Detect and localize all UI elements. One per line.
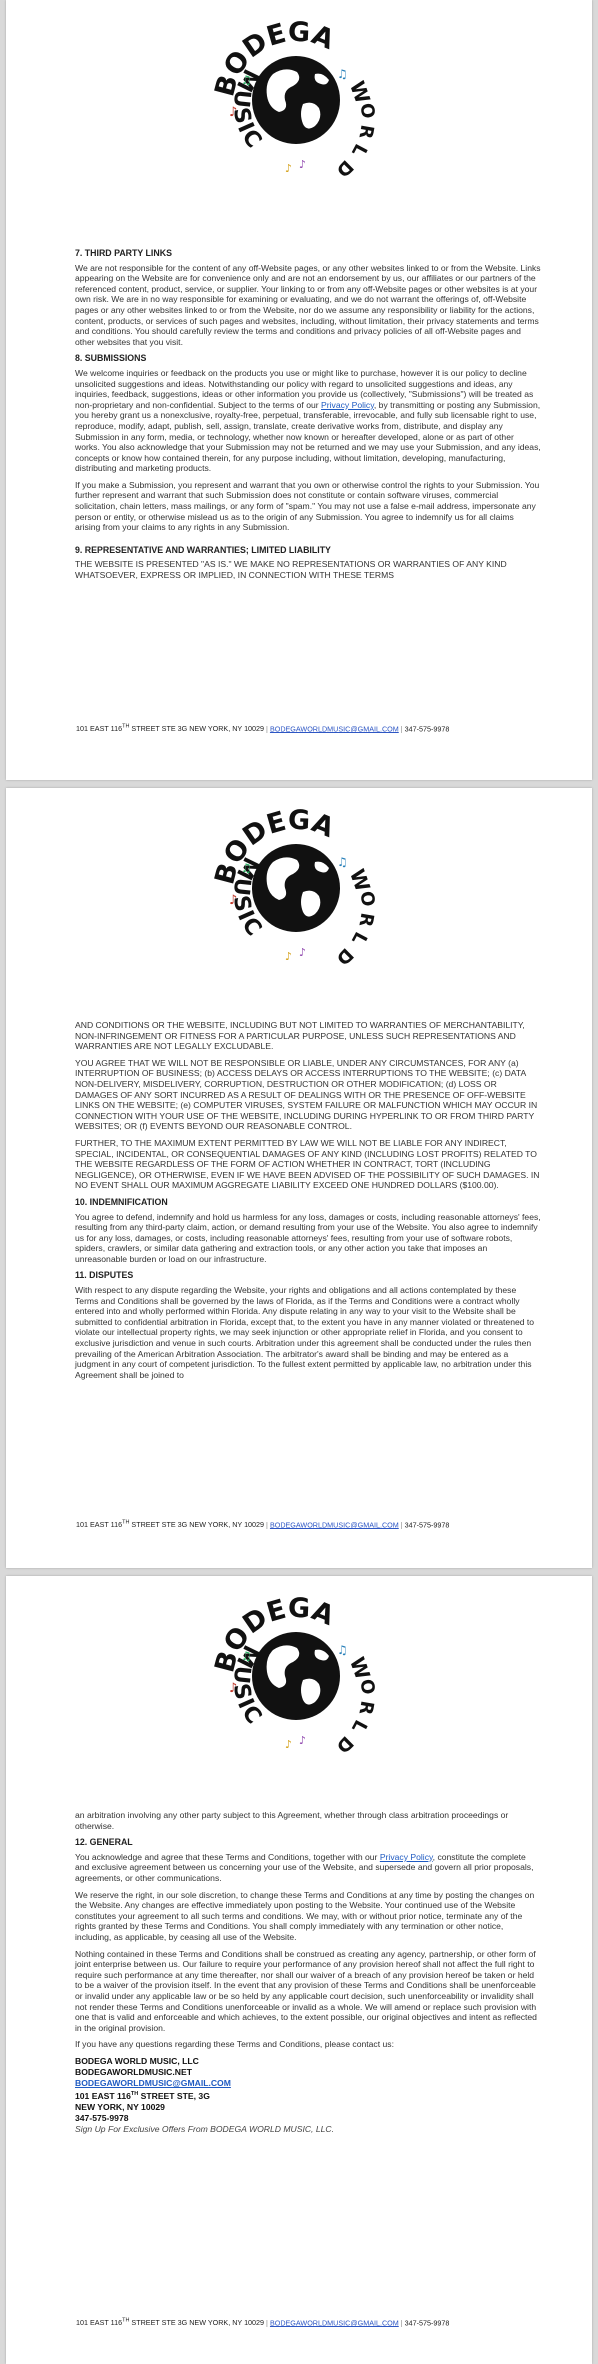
contact-company-name: BODEGA WORLD MUSIC, LLC [75, 2055, 199, 2066]
section-8-paragraph-2: If you make a Submission, you represent and warrant that you own or otherwise control the rights to your Submission. You further represent and warrant that such Submission does not constitute or contain software viruses, commercial solicitation, chain letters, mass mailings, or any form of "spam." You may not use a false e-mail address, impersonate any person or entity, or otherwise mislead us as to the origin of any Submission. You agree to indemnify us for all claims arising from your claims to any rights in any Submission. [75, 479, 540, 533]
bodega-world-music-logo [211, 1584, 381, 1754]
footer-address: 101 EAST 116TH STREET STE 3G NEW YORK, NY 10029 [76, 1520, 265, 1530]
footer-email-link[interactable]: BODEGAWORLDMUSIC@GMAIL.COM [269, 724, 399, 734]
section-12-paragraph-3: Nothing contained in these Terms and Conditions shall be construed as creating any agency, partnership, or other form of joint enterprise between us. Our failure to require your performance of any provision hereof shall not affect the full right to require such performance at any time thereafter, nor shall our waiver of a breach of any provision hereof be taken or held to be a waiver of the provision itself. In the event that any provision of these Terms and Conditions shall be unenforceable or invalid under any applicable law or be so held by any applicable court decision, such unenforceability or invalidity shall not render these Terms and Conditions unenforceable or invalid as a whole. We will amend or replace such provision with one that is valid and enforceable and which achieves, to the extent possible, our original objectives and intent as reflected in the original provision. [75, 1948, 537, 2033]
contact-website: BODEGAWORLDMUSIC.NET [75, 2066, 192, 2077]
section-8-paragraph-1 [75, 368, 541, 474]
document-page-2 [6, 788, 592, 1568]
damages-paragraph: FURTHER, TO THE MAXIMUM EXTENT PERMITTED BY LAW WE WILL NOT BE LIABLE FOR ANY INDIRECT, SPECIAL, INCIDENTAL, OR CONSEQUENTIAL DAMAGES OF ANY KIND (INCLUDING LOST PROFITS) RELATED TO THE WEBSITE REGARDLESS OF THE FORM OF ACTION WHETHER IN CONTRACT, TORT (INCLUDING NEGLIGENCE), OR OTHERWISE, EVEN IF WE HAVE BEEN ADVISED OF THE POSSIBILITY OF SUCH DAMAGES. IN NO EVENT SHALL OUR MAXIMUM AGGREGATE LIABILITY EXCEED ONE HUNDRED DOLLARS ($100.00). [75, 1137, 540, 1191]
footer-phone: 347-575-9978 [404, 1520, 450, 1530]
section-9-paragraph: THE WEBSITE IS PRESENTED "AS IS." WE MAKE NO REPRESENTATIONS OR WARRANTIES OF ANY KIND WHATSOEVER, EXPRESS OR IMPLIED, IN CONNECTION WITH THESE TERMS [75, 559, 507, 581]
section-7-title: 7. THIRD PARTY LINKS [75, 248, 172, 258]
document-page-1 [6, 0, 592, 780]
section-11-paragraph: With respect to any dispute regarding the Website, your rights and obligations and all actions contemplated by these Terms and Conditions shall be governed by the laws of Florida, as if the Terms and Conditions were a contract wholly entered into and wholly performed within Florida. Any dispute relating in any way to your visit to the Website shall be submitted to confidential arbitration in Florida, except that, to the extent you have in any manner violated or threatened to violate our intellectual property rights, we may seek injunction or other appropriate relief in Florida, and you consent to exclusive jurisdiction and venue in such courts. Arbitration under this agreement shall be conducted under the rules then prevailing of the American Arbitration Association. The arbitrator's award shall be binding and may be entered as a judgment in any court of competent jurisdiction. To the fullest extent permitted by applicable law, no arbitration under this Agreement shall be joined to [75, 1285, 535, 1380]
privacy-policy-link[interactable]: Privacy Policy [379, 1851, 433, 1862]
section-10-title: 10. INDEMNIFICATION [75, 1196, 168, 1207]
footer-phone: 347-575-9978 [404, 724, 450, 734]
page-2-content [75, 1020, 541, 1386]
footer-email-link[interactable]: BODEGAWORLDMUSIC@GMAIL.COM [269, 1520, 399, 1530]
privacy-policy-link[interactable]: Privacy Policy [321, 399, 374, 410]
section-8-title: 8. SUBMISSIONS [75, 353, 147, 364]
page-3-content [75, 1810, 541, 2140]
bodega-world-music-logo [211, 796, 381, 966]
contact-address: 101 EAST 116TH STREET STE, 3G [75, 2090, 210, 2101]
signup-offer-text: Sign Up For Exclusive Offers From BODEGA WORLD MUSIC, LLC. [75, 2123, 334, 2134]
arbitration-continuation: an arbitration involving any other party subject to this Agreement, whether through class arbitration proceedings or otherwise. [75, 1810, 509, 1831]
page-1-content [75, 246, 541, 587]
section-8-text-a: We welcome inquiries or feedback on the products you use or might like to purchase, however it is our policy to decline unsolicited suggestions and ideas. Notwithstanding our policy with regard to unsolicited suggestions and ideas, any inquiries, feedback, suggestions, ideas or other information you provide us (collectively, "Submissions") will be treated as non-proprietary and non-confidential. Subject to the terms of our [75, 367, 534, 410]
contact-email-link[interactable]: BODEGAWORLDMUSIC@GMAIL.COM [75, 2077, 231, 2088]
contact-block [75, 2056, 541, 2124]
contact-phone: 347-575-9978 [75, 2112, 129, 2123]
section-7-paragraph: We are not responsible for the content of any off-Website pages, or any other websites linked to or from the Website. Links appearing on the Website are for convenience only and are not an endorsement by us, our affiliates or our partners of the referenced content, product, service, or supplier. Your linking to or from any off-Website pages or other websites is at your own risk. We are in no way responsible for examining or evaluating, and we do not warrant the offerings of, off-Website pages or any other websites linked to or from the Website, nor do we assume any responsibility or liability for the actions, content, products, or services of such pages and websites, including, without limitation, their privacy statements and terms and conditions. You should carefully review the terms and conditions and privacy policies of all off-Website pages and other websites that you visit. [75, 262, 541, 347]
bodega-world-music-logo [211, 8, 381, 178]
footer-phone: 347-575-9978 [404, 2318, 450, 2328]
section-9-title: 9. REPRESENTATIVE AND WARRANTIES; LIMITED LIABILITY [75, 544, 331, 555]
section-12-paragraph-2: We reserve the right, in our sole discretion, to change these Terms and Conditions at any time by posting the changes on the Website. Any changes are effective immediately upon posting to the Website. Your continued use of the Website constitutes your agreement to all such terms and conditions. We may, with or without prior notice, terminate any of the rights granted by these Terms and Conditions. You shall comply immediately with any termination or other notice, including, as applicable, by ceasing all use of the Website. [75, 1889, 535, 1942]
page-footer: 101 EAST 116TH STREET STE 3G NEW YORK, NY 10029 | BODEGAWORLDMUSIC@GMAIL.COM | 347-575-9978 [76, 724, 450, 734]
contact-city: NEW YORK, NY 10029 [75, 2101, 165, 2112]
page-footer: 101 EAST 116TH STREET STE 3G NEW YORK, NY 10029 | BODEGAWORLDMUSIC@GMAIL.COM | 347-575-9978 [76, 2318, 450, 2328]
document-page-3 [6, 1576, 592, 2364]
section-12-title: 12. GENERAL [75, 1837, 133, 1848]
section-8-text-b: , by transmitting or posting any Submission, you hereby grant us a nonexclusive, royalty-free, perpetual, transferable, irrevocable, and fully sub licensable right to use, reproduce, modify, adapt, publish, sell, assign, translate, create derivative works from, distribute, and display any Submission in any form, media, or technology, whether now known or hereafter developed, alone or as part of other works. You also acknowledge that your Submission may not be returned and we may use your Submission, and any ideas, concepts or know how contained therein, for any purpose including, without limitation, developing, manufacturing, distributing and marketing products. [75, 399, 541, 474]
page-footer: 101 EAST 116TH STREET STE 3G NEW YORK, NY 10029 | BODEGAWORLDMUSIC@GMAIL.COM | 347-575-9978 [76, 1520, 450, 1530]
liability-paragraph: YOU AGREE THAT WE WILL NOT BE RESPONSIBLE OR LIABLE, UNDER ANY CIRCUMSTANCES, FOR ANY (a) INTERRUPTION OF BUSINESS; (b) ACCESS DELAYS OR ACCESS INTERRUPTIONS TO THE WEBSITE; (c) DATA NON-DELIVERY, MISDELIVERY, CORRUPTION, DESTRUCTION OR OTHER MODIFICATION; (d) LOSS OR DAMAGES OF ANY SORT INCURRED AS A RESULT OF DEALINGS WITH OR THE PRESENCE OF OFF-WEBSITE LINKS ON THE WEBSITE; (e) COMPUTER VIRUSES, SYSTEM FAILURE OR MALFUNCTION WHICH MAY OCCUR IN CONNECTION WITH YOUR USE OF THE WEBSITE, INCLUDING DURING HYPERLINK TO OR FROM THIRD PARTY WEBSITES; OR (f) EVENTS BEYOND OUR REASONABLE CONTROL. [75, 1057, 538, 1132]
section-12-paragraph-1: You acknowledge and agree that these Terms and Conditions, together with our Privacy Policy, constitute the complete and exclusive agreement between us concerning your use of the Website, and supersede and govern all prior proposals, agreements, or other communications. [75, 1851, 534, 1883]
section-11-title: 11. DISPUTES [75, 1270, 134, 1281]
contact-intro: If you have any questions regarding these Terms and Conditions, please contact us: [75, 2039, 394, 2050]
footer-address: 101 EAST 116TH STREET STE 3G NEW YORK, NY 10029 [76, 2318, 265, 2328]
footer-address: 101 EAST 116TH STREET STE 3G NEW YORK, NY 10029 [76, 724, 265, 734]
footer-email-link[interactable]: BODEGAWORLDMUSIC@GMAIL.COM [269, 2318, 399, 2328]
section-10-paragraph: You agree to defend, indemnify and hold us harmless for any loss, damages or costs, including reasonable attorneys' fees, resulting from any third-party claim, action, or demand resulting from your use of the Website. You also agree to indemnify us for any loss, damages, or costs, including reasonable attorneys' fees, resulting from your use of software robots, spiders, crawlers, or similar data gathering and extraction tools, or any other action you take that imposes an unreasonable burden or load on our infrastructure. [75, 1211, 541, 1264]
warranty-continuation: AND CONDITIONS OR THE WEBSITE, INCLUDING BUT NOT LIMITED TO WARRANTIES OF MERCHANTABILITY, NON-INFRINGEMENT OR FITNESS FOR A PARTICULAR PURPOSE, UNLESS SUCH REPRESENTATIONS AND WARRANTIES ARE NOT LEGALLY EXCLUDABLE. [75, 1020, 525, 1052]
